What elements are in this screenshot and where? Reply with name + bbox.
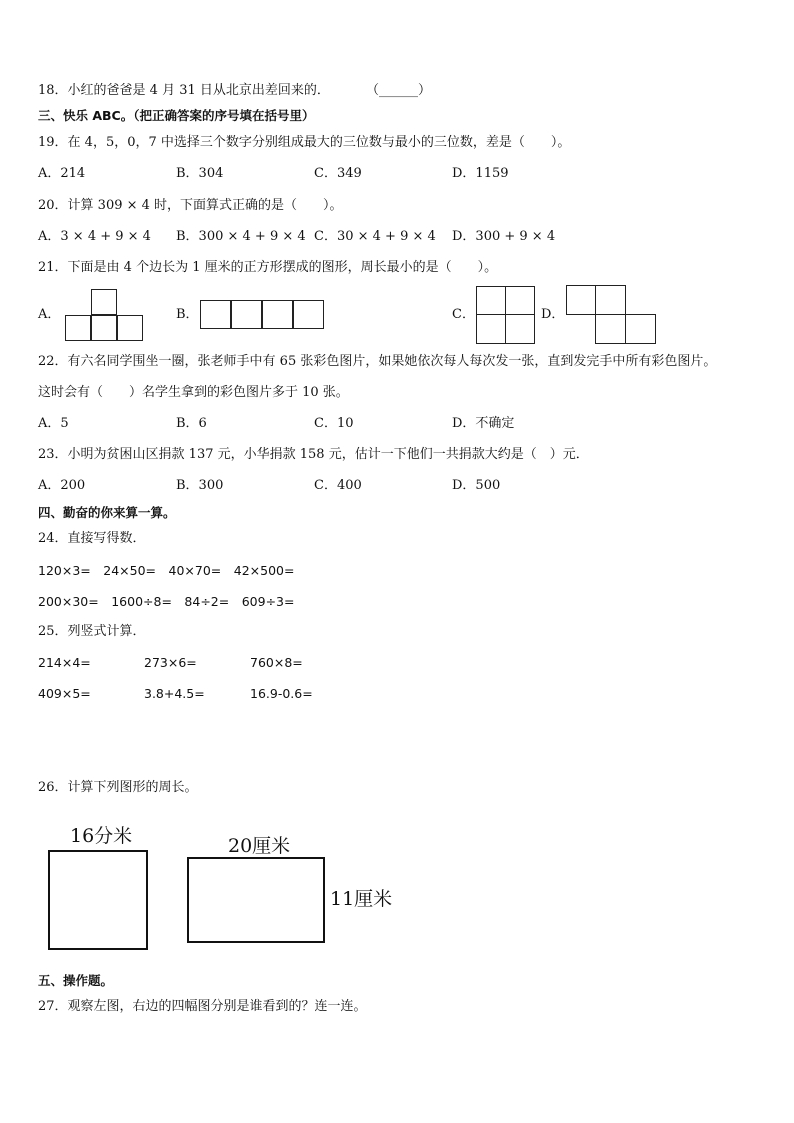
q23-option-c[interactable]: C．400: [314, 478, 362, 493]
q21-text: 21．下面是由 4 个边长为 1 厘米的正方形摆成的图形，周长最小的是（ ）。: [38, 260, 498, 275]
q23-option-a[interactable]: A．200: [38, 478, 86, 493]
q25-text: 25．列竖式计算．: [38, 624, 146, 639]
q25-item: 214×4=: [38, 655, 91, 670]
unit-square: [595, 314, 626, 344]
unit-square: [595, 285, 626, 315]
unit-square: [231, 300, 262, 329]
q25-item: 3.8+4.5=: [144, 686, 205, 701]
unit-square: [625, 314, 656, 344]
rect-side-label: 11厘米: [330, 888, 393, 910]
q20-option-c[interactable]: C．30 × 4 + 9 × 4: [314, 229, 436, 244]
unit-square: [117, 315, 143, 341]
q23-option-b[interactable]: B．300: [176, 478, 224, 493]
unit-square: [200, 300, 231, 329]
q24-row-1: 120×3= 24×50= 40×70= 42×500=: [38, 563, 295, 578]
unit-square: [91, 315, 117, 341]
q19-option-d[interactable]: D．1159: [452, 166, 509, 181]
q22-text-2: 这时会有（ ）名学生拿到的彩色图片多于 10 张。: [38, 385, 349, 400]
q24-row-2: 200×30= 1600÷8= 84÷2= 609÷3=: [38, 594, 295, 609]
q21-option-c[interactable]: C．: [452, 307, 475, 322]
q20-option-a[interactable]: A．3 × 4 + 9 × 4: [38, 229, 151, 244]
q20-option-b[interactable]: B．300 × 4 + 9 × 4: [176, 229, 306, 244]
unit-square: [566, 285, 596, 315]
section-5-heading: 五、操作题。: [38, 973, 114, 988]
q18-answer-blank[interactable]: （______）: [366, 83, 432, 98]
q19-text: 19．在 4，5，0，7 中选择三个数字分别组成最大的三位数与最小的三位数，差是（ ）。: [38, 135, 571, 150]
q19-option-a[interactable]: A．214: [38, 166, 86, 181]
q25-item: 16.9-0.6=: [250, 686, 313, 701]
q19-option-b[interactable]: B．304: [176, 166, 224, 181]
q22-option-d[interactable]: D．不确定: [452, 416, 515, 431]
q23-text: 23．小明为贫困山区捐款 137 元，小华捐款 158 元，估计一下他们一共捐款大约是（ ）元．: [38, 447, 589, 462]
unit-square: [293, 300, 324, 329]
q25-item: 273×6=: [144, 655, 197, 670]
q26-text: 26．计算下列图形的周长。: [38, 780, 198, 795]
section-4-heading: 四、勤奋的你来算一算。: [38, 505, 176, 520]
square-side-label: 16分米: [70, 825, 133, 847]
q25-item: 760×8=: [250, 655, 303, 670]
q21-option-b[interactable]: B．: [176, 307, 199, 322]
unit-square: [476, 286, 506, 315]
q18-text: 18．小红的爸爸是 4 月 31 日从北京出差回来的．: [38, 83, 330, 98]
q22-text: 22．有六名同学围坐一圈，张老师手中有 65 张彩色图片，如果她依次每人每次发一张，直到发完手中所有彩色图片。: [38, 354, 717, 369]
rect-top-label: 20厘米: [228, 835, 291, 857]
q26-rectangle-figure: [187, 857, 325, 943]
q21-option-d[interactable]: D．: [541, 307, 565, 322]
q25-item: 409×5=: [38, 686, 91, 701]
q23-option-d[interactable]: D．500: [452, 478, 501, 493]
q20-text: 20．计算 309 × 4 时，下面算式正确的是（ ）。: [38, 198, 343, 213]
q22-option-a[interactable]: A．5: [38, 416, 69, 431]
unit-square: [505, 314, 535, 344]
unit-square: [262, 300, 293, 329]
q26-square-figure: [48, 850, 148, 950]
q27-text: 27．观察左图，右边的四幅图分别是谁看到的？连一连。: [38, 999, 367, 1014]
unit-square: [91, 289, 117, 315]
unit-square: [476, 314, 506, 344]
q24-text: 24．直接写得数．: [38, 531, 146, 546]
unit-square: [65, 315, 91, 341]
q22-option-c[interactable]: C．10: [314, 416, 354, 431]
q20-option-d[interactable]: D．300 + 9 × 4: [452, 229, 556, 244]
unit-square: [505, 286, 535, 315]
q19-option-c[interactable]: C．349: [314, 166, 362, 181]
q22-option-b[interactable]: B．6: [176, 416, 207, 431]
q21-option-a[interactable]: A．: [38, 307, 61, 322]
section-3-heading: 三、快乐 ABC。（把正确答案的序号填在括号里）: [38, 108, 315, 123]
